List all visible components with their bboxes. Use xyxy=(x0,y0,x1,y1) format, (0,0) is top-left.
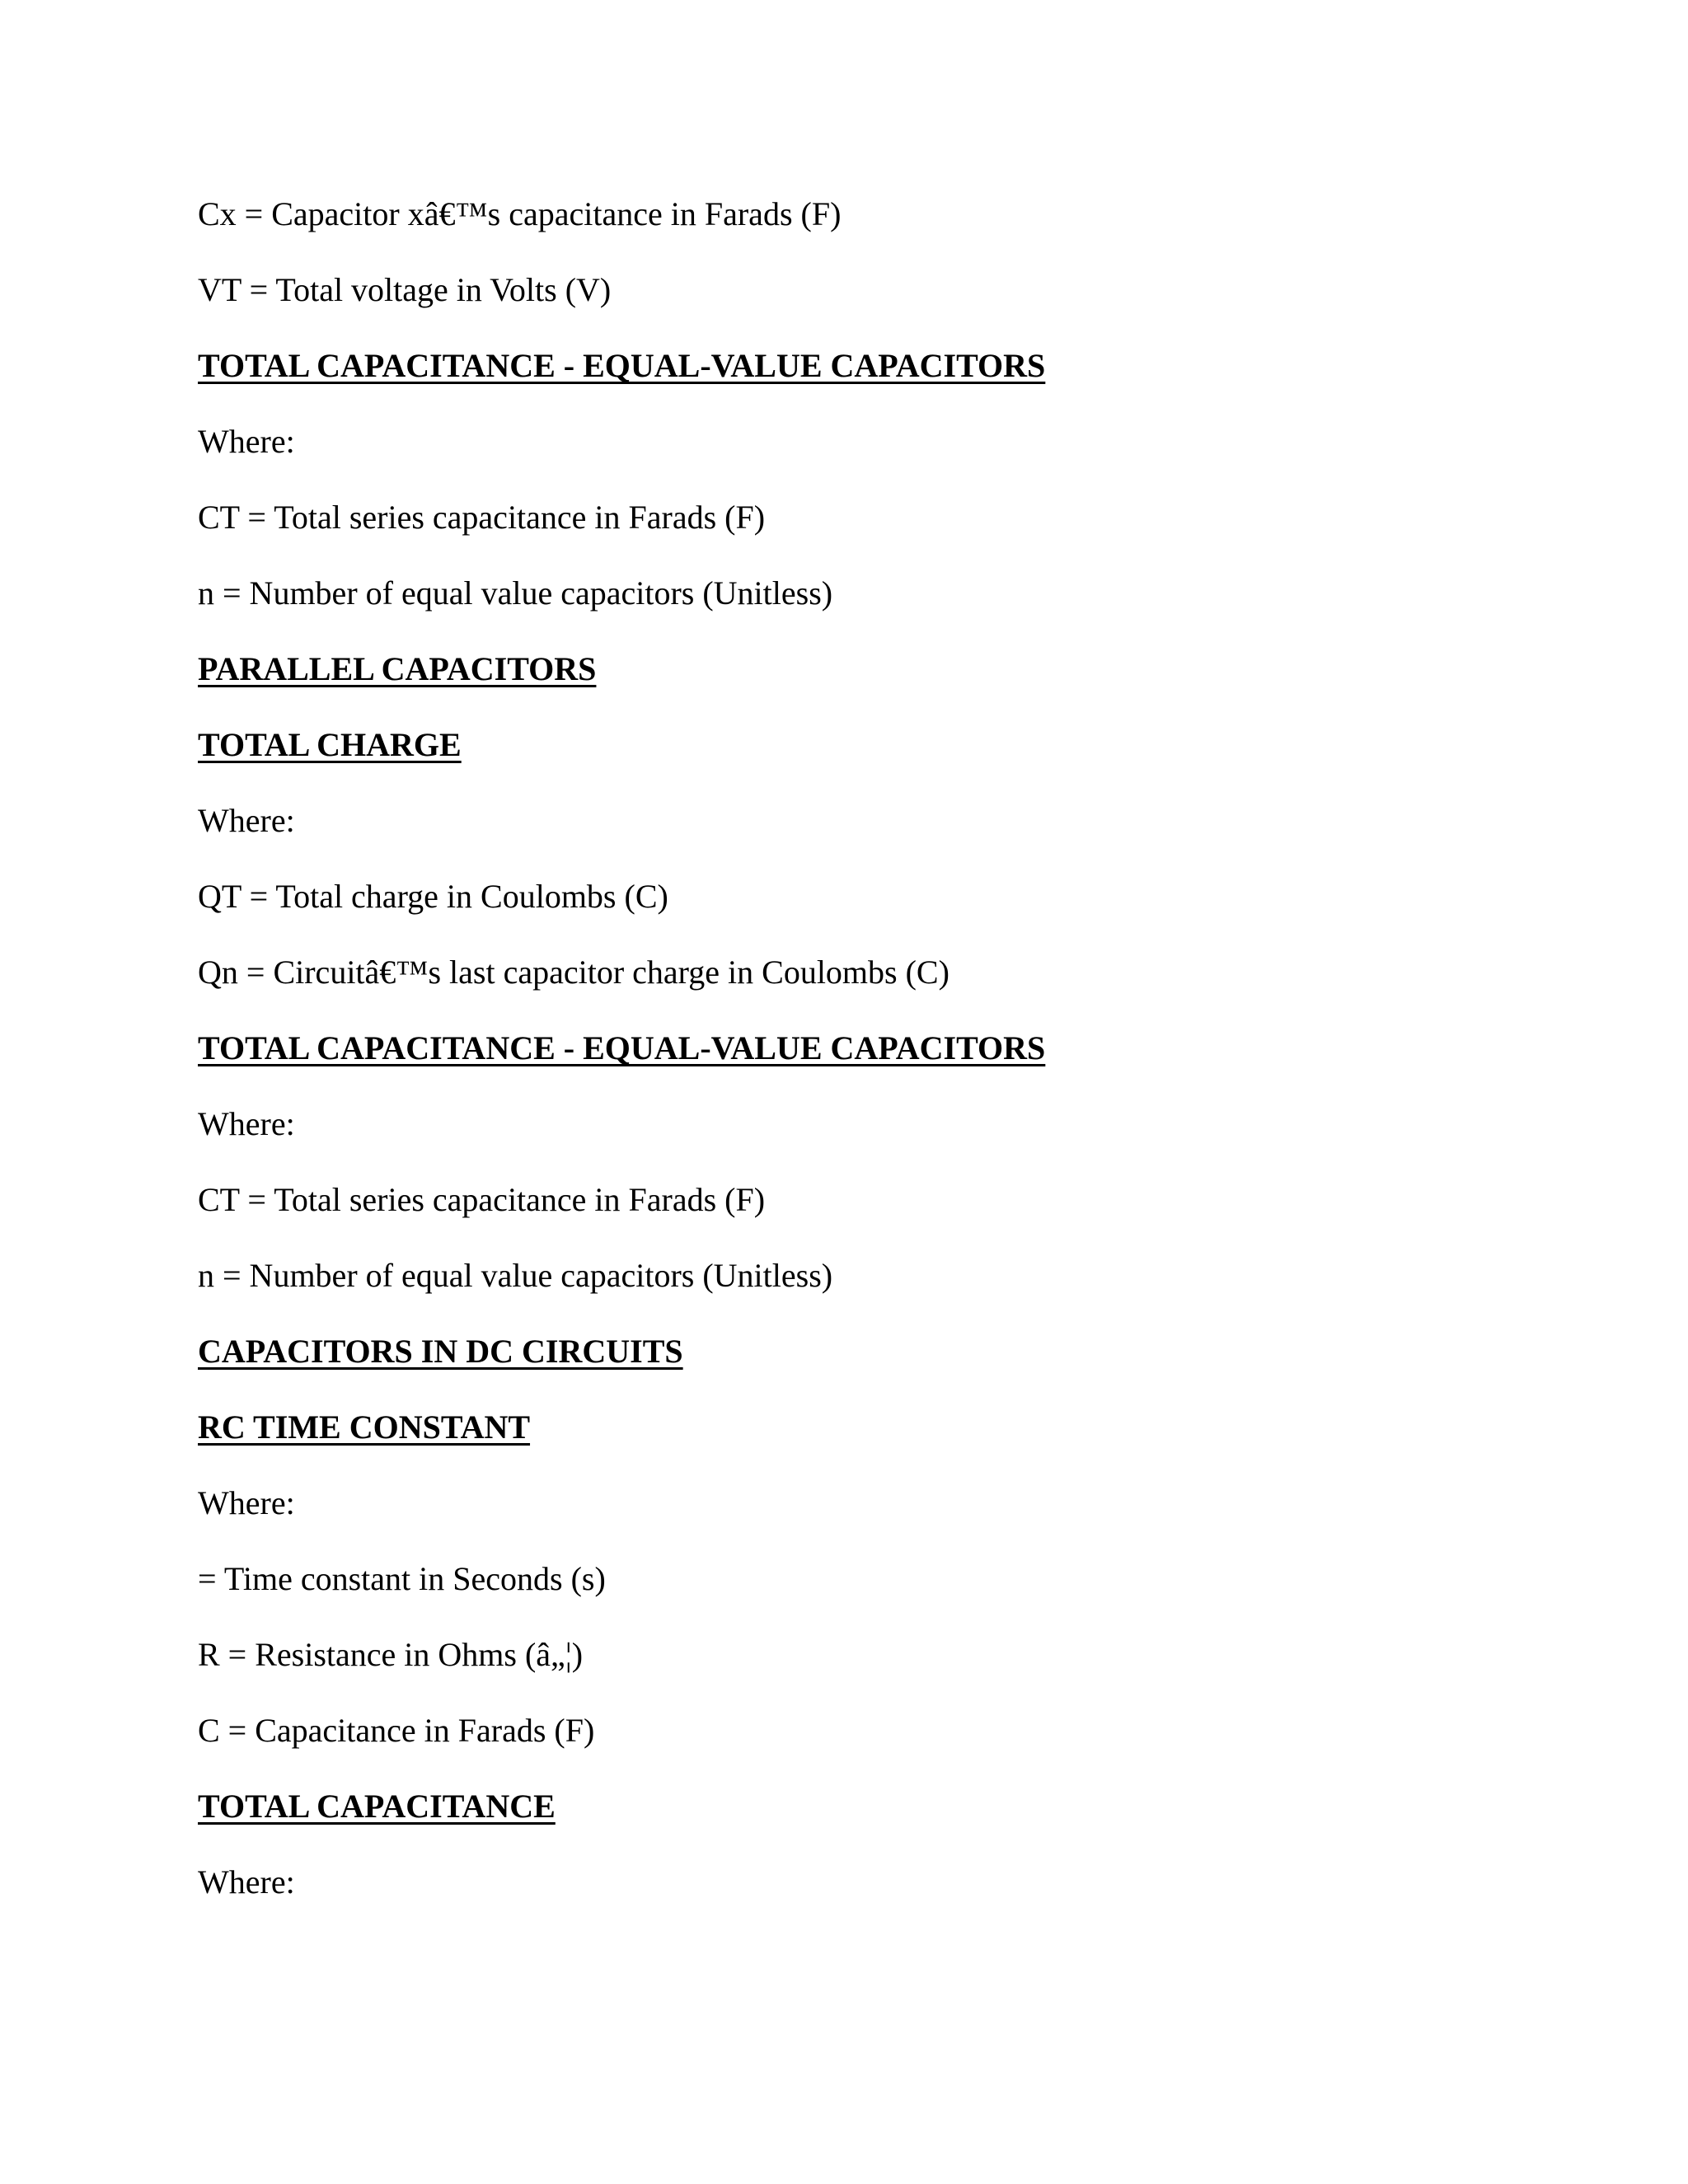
where-label: Where: xyxy=(198,423,295,460)
definition-ct: CT = Total series capacitance in Farads (F) xyxy=(198,499,766,536)
definition-cx: Cx = Capacitor xâ€™s capacitance in Farads (F) xyxy=(198,195,842,232)
heading-total-charge: TOTAL CHARGE xyxy=(198,726,462,763)
heading-total-capacitance: TOTAL CAPACITANCE xyxy=(198,1788,556,1825)
definition-time-constant: = Time constant in Seconds (s) xyxy=(198,1560,606,1597)
definition-vt: VT = Total voltage in Volts (V) xyxy=(198,271,612,308)
definition-ct: CT = Total series capacitance in Farads (F) xyxy=(198,1181,766,1218)
heading-total-capacitance-equal-value: TOTAL CAPACITANCE - EQUAL-VALUE CAPACITORS xyxy=(198,1029,1046,1066)
definition-r: R = Resistance in Ohms (â„¦) xyxy=(198,1636,584,1673)
definition-n: n = Number of equal value capacitors (Unitless) xyxy=(198,574,833,612)
definition-n: n = Number of equal value capacitors (Unitless) xyxy=(198,1257,833,1294)
where-label: Where: xyxy=(198,1863,295,1900)
heading-capacitors-in-dc-circuits: CAPACITORS IN DC CIRCUITS xyxy=(198,1333,683,1370)
definition-c: C = Capacitance in Farads (F) xyxy=(198,1712,595,1749)
heading-total-capacitance-equal-value: TOTAL CAPACITANCE - EQUAL-VALUE CAPACITORS xyxy=(198,347,1046,384)
where-label: Where: xyxy=(198,1484,295,1521)
definition-qt: QT = Total charge in Coulombs (C) xyxy=(198,878,668,915)
where-label: Where: xyxy=(198,1105,295,1142)
definition-qn: Qn = Circuitâ€™s last capacitor charge in Coulombs (C) xyxy=(198,954,950,991)
where-label: Where: xyxy=(198,802,295,839)
heading-rc-time-constant: RC TIME CONSTANT xyxy=(198,1408,531,1446)
heading-parallel-capacitors: PARALLEL CAPACITORS xyxy=(198,650,597,687)
